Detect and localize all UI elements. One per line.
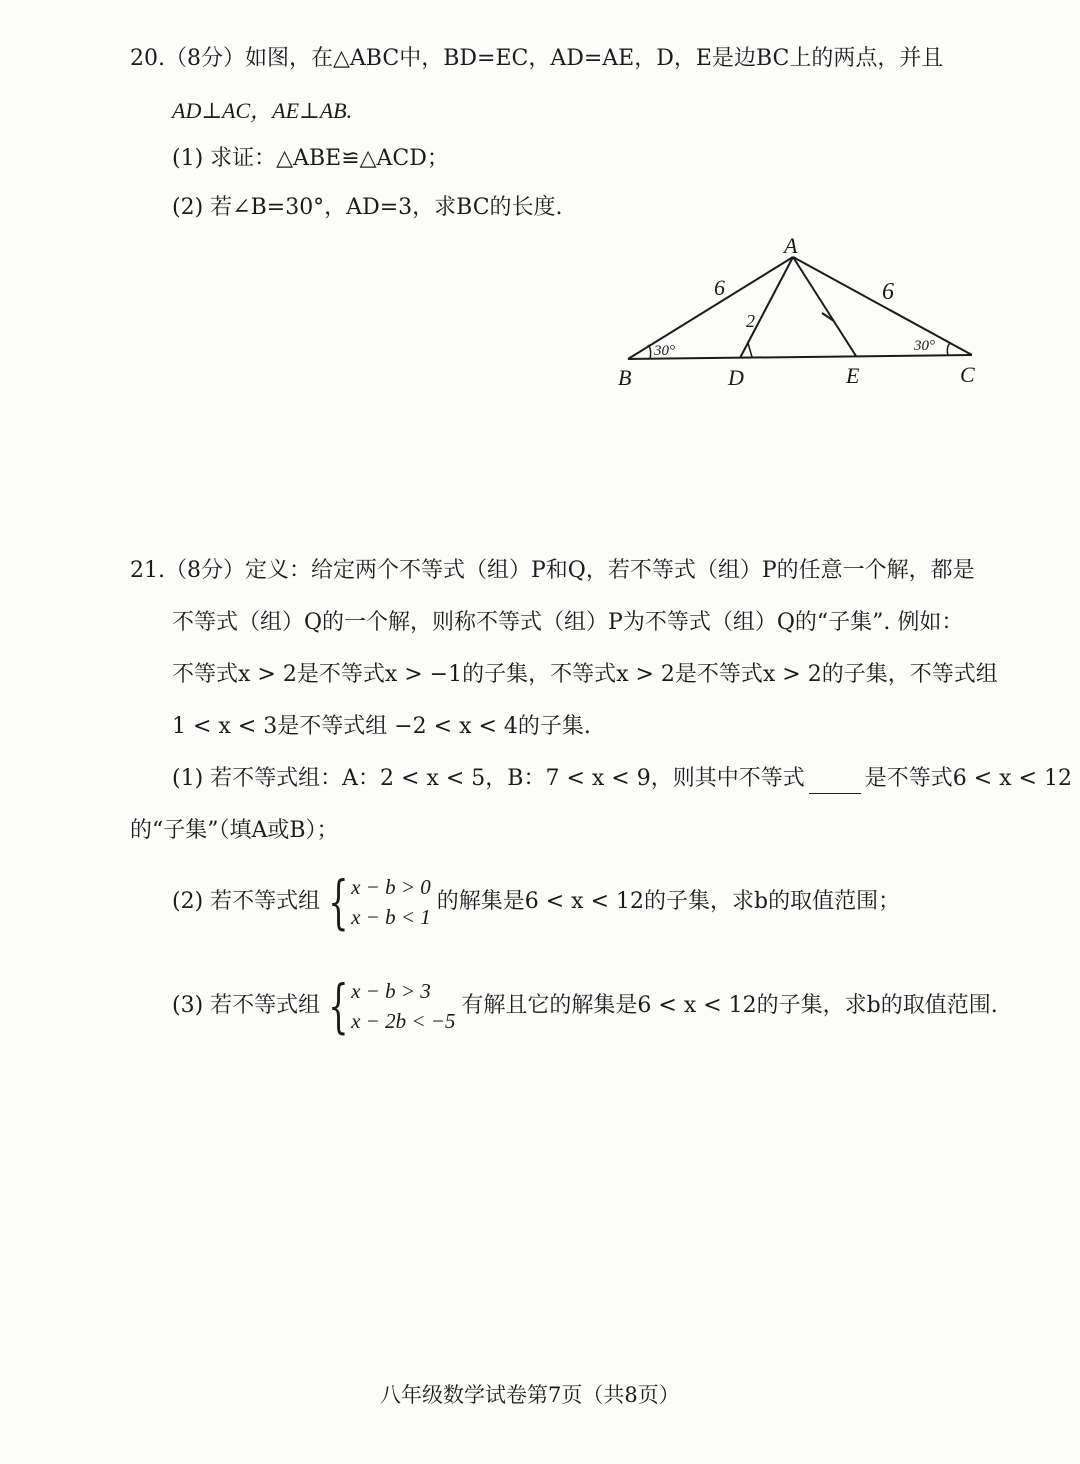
q20-part2: (2) 若∠B=30°，AD=3，求BC的长度. [172, 195, 563, 220]
vertex-e: E [846, 363, 860, 388]
q21-line1: 21.（8分）定义：给定两个不等式（组）P和Q，若不等式（组）P的任意一个解，都是 [130, 558, 975, 583]
triangle-figure [610, 235, 1000, 395]
angle-arc-c [947, 343, 950, 356]
side-bc [628, 355, 972, 359]
q21-line3: 不等式x > 2是不等式x > −1的子集，不等式x > 2是不等式x > 2的子集，不等式组 [172, 662, 998, 687]
q20-part1: (1) 求证：△ABE≌△ACD； [172, 146, 449, 171]
handwritten-ab: 6 [714, 275, 725, 300]
q21-part1-cont: 的“子集”（填A或B）； [130, 818, 339, 843]
handwritten-angle-c: 30° [914, 338, 935, 354]
q21-part1-text-a: (1) 若不等式组：A：2 < x < 5，B：7 < x < 9，则其中不等式 [172, 766, 805, 791]
system2-line2: x − b < 1 [351, 905, 431, 929]
segment-ad [740, 257, 793, 358]
q21-part2-post: 的解集是6 < x < 12的子集，求b的取值范围； [436, 889, 901, 914]
system3-line1: x − b > 3 [351, 979, 431, 1003]
vertex-b: B [618, 365, 632, 390]
page-footer: 八年级数学试卷第7页（共8页） [380, 1383, 680, 1407]
handwritten-ac: 6 [882, 279, 894, 305]
q21-part3-row [172, 972, 998, 1040]
q20-line2: AD⊥AC，AE⊥AB. [172, 98, 353, 123]
vertex-c: C [960, 362, 975, 387]
q21-part2-row [172, 868, 901, 936]
left-brace-icon: { [328, 972, 349, 1040]
q21-part2-pre: (2) 若不等式组 [172, 889, 321, 914]
answer-blank [809, 771, 861, 794]
q21-line2: 不等式（组）Q的一个解，则称不等式（组）P为不等式（组）Q的“子集”. 例如： [172, 610, 964, 635]
q21-line4: 1 < x < 3是不等式组 −2 < x < 4的子集. [172, 714, 591, 739]
handwritten-angle-b: 30° [654, 343, 675, 359]
inequality-system-3 [351, 976, 455, 1036]
vertex-d: D [728, 365, 744, 390]
left-brace-icon: { [328, 868, 349, 936]
side-ac [793, 257, 972, 355]
inequality-system-2 [351, 872, 431, 932]
right-angle-mark-d [748, 343, 752, 357]
q21-part1-text-b: 是不等式6 < x < 12 [864, 766, 1072, 791]
handwritten-ad: 2 [746, 311, 755, 331]
q21-part3-post: 有解且它的解集是6 < x < 12的子集，求b的取值范围. [461, 993, 998, 1018]
system2-line1: x − b > 0 [351, 875, 431, 899]
q20-line1: 20.（8分）如图，在△ABC中，BD=EC，AD=AE，D，E是边BC上的两点，并且 [130, 46, 944, 71]
q21-part3-pre: (3) 若不等式组 [172, 993, 321, 1018]
q21-part2 [172, 868, 901, 936]
vertex-a: A [784, 235, 798, 258]
segment-ae [793, 257, 856, 356]
side-ab [628, 257, 793, 359]
q21-part1 [172, 764, 1072, 794]
q21-part3 [172, 972, 998, 1040]
system3-line2: x − 2b < −5 [351, 1009, 456, 1033]
